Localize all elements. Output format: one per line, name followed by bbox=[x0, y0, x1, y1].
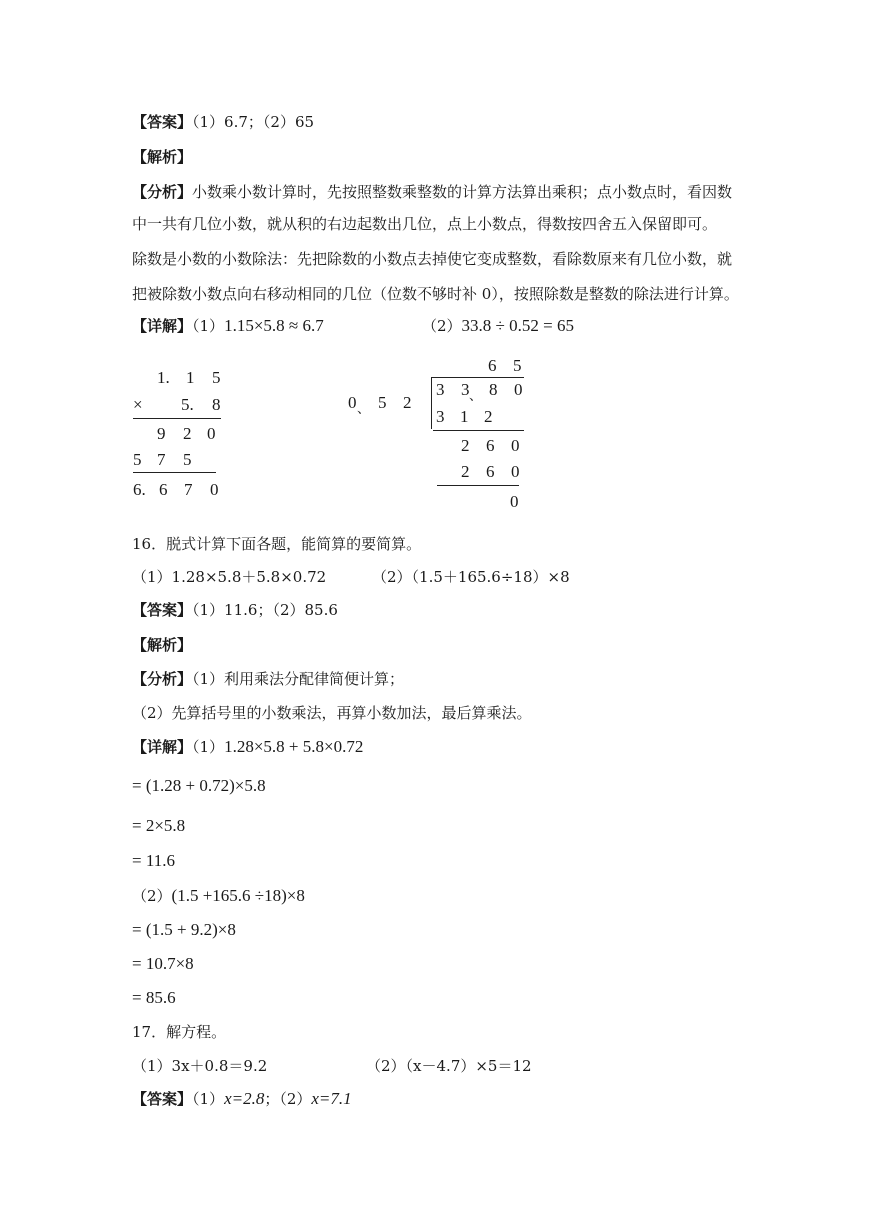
division-rule bbox=[437, 485, 519, 486]
q16-d2-line bbox=[132, 886, 305, 906]
q16-fenxi-line1 bbox=[132, 669, 404, 689]
q15-answer-line bbox=[132, 112, 314, 132]
q17-answer-line bbox=[132, 1089, 352, 1109]
mult-digit: 5 bbox=[212, 368, 221, 387]
q15-detail-2 bbox=[422, 316, 574, 336]
q16-part1: （1）1.28×5.8＋5.8×0.72 bbox=[132, 568, 327, 586]
mult-digit: 7 bbox=[157, 450, 166, 469]
mult-digit: 6 bbox=[159, 480, 168, 499]
step-digit: 6 bbox=[486, 436, 495, 455]
q16-analysis-label: 【解析】 bbox=[132, 636, 193, 654]
step-digit: 0 bbox=[511, 462, 520, 481]
q15-fenxi-line4: 把被除数小数点向右移动相同的几位（位数不够时补 0），按照除数是整数的除法进行计算。 bbox=[132, 285, 739, 303]
step-digit: 1 bbox=[460, 407, 469, 426]
q17-part2: （2）（x－4.7）×5＝12 bbox=[366, 1057, 532, 1075]
detail-2-prefix: （2） bbox=[422, 317, 462, 335]
q15-fenxi-line3: 除数是小数的小数除法：先把除数的小数点去掉使它变成整数，看除数原来有几位小数，就 bbox=[132, 250, 733, 268]
mult-rule bbox=[133, 472, 216, 473]
q17-title: 17．解方程。 bbox=[132, 1023, 227, 1041]
detail-2-expr: 33.8 ÷ 0.52 = 65 bbox=[461, 316, 574, 335]
remainder-digit: 0 bbox=[510, 492, 519, 511]
quotient-digit: 5 bbox=[513, 356, 522, 375]
q15-analysis-label: 【解析】 bbox=[132, 148, 193, 166]
mult-digit: 5. bbox=[181, 395, 194, 414]
q16-step: = 10.7×8 bbox=[132, 954, 194, 973]
divisor-digit: 5 bbox=[378, 393, 387, 412]
q16-step: = 11.6 bbox=[132, 851, 175, 870]
detail-1-expr: 1.15×5.8 ≈ 6.7 bbox=[224, 316, 324, 335]
detail-1-prefix: （1） bbox=[192, 317, 225, 335]
mult-digit: 1 bbox=[186, 368, 195, 387]
detail-label: 【详解】 bbox=[132, 317, 193, 335]
fenxi-text: 小数乘小数计算时，先按照整数乘整数的计算方法算出乘积；点小数点时，看因数 bbox=[192, 183, 733, 201]
step-digit: 3 bbox=[436, 407, 445, 426]
answer-label: 【答案】 bbox=[132, 113, 193, 131]
q15-detail-line bbox=[132, 316, 324, 336]
division-bar bbox=[431, 377, 524, 378]
dividend-digit: 3 bbox=[436, 380, 445, 399]
q16-step: = (1.5 + 9.2)×8 bbox=[132, 920, 236, 939]
dividend-point: 、 bbox=[469, 388, 483, 403]
step-digit: 2 bbox=[461, 436, 470, 455]
quotient-digit: 6 bbox=[488, 356, 497, 375]
times-sign: × bbox=[133, 395, 143, 414]
q16-part2: （2）（1.5＋165.6÷18）×8 bbox=[372, 568, 570, 586]
mult-digit: 6. bbox=[133, 480, 146, 499]
divisor-digit: 0 bbox=[348, 393, 357, 412]
answer-sep: ；（2） bbox=[264, 1090, 312, 1108]
mult-digit: 2 bbox=[183, 424, 192, 443]
dividend-digit: 3 bbox=[461, 380, 470, 399]
mult-digit: 0 bbox=[210, 480, 219, 499]
q17-part1: （1）3x＋0.8＝9.2 bbox=[132, 1057, 268, 1075]
answer-label: 【答案】 bbox=[132, 601, 193, 619]
answer-label: 【答案】 bbox=[132, 1090, 193, 1108]
q16-fenxi-line2: （2）先算括号里的小数乘法，再算小数加法，最后算乘法。 bbox=[132, 704, 532, 722]
dividend-digit: 8 bbox=[489, 380, 498, 399]
mult-digit: 8 bbox=[212, 395, 221, 414]
answer-prefix: （1） bbox=[192, 1090, 225, 1108]
q15-fenxi-line1 bbox=[132, 182, 732, 202]
q16-title: 16．脱式计算下面各题，能简算的要简算。 bbox=[132, 535, 422, 553]
q16-answer-line bbox=[132, 600, 338, 620]
answer-2: x=7.1 bbox=[311, 1089, 352, 1108]
answer-text: （1）11.6；（2）85.6 bbox=[192, 601, 338, 619]
mult-digit: 1. bbox=[157, 368, 170, 387]
q16-step: = (1.28 + 0.72)×5.8 bbox=[132, 776, 266, 795]
mult-digit: 9 bbox=[157, 424, 166, 443]
q16-step: = 2×5.8 bbox=[132, 816, 186, 835]
mult-rule bbox=[133, 418, 221, 419]
math-step: 1.28×5.8 + 5.8×0.72 bbox=[224, 737, 364, 756]
division-bracket bbox=[431, 377, 432, 429]
step-digit: 0 bbox=[511, 436, 520, 455]
q16-step: = 85.6 bbox=[132, 988, 176, 1007]
divisor-point: 、 bbox=[357, 401, 371, 416]
fenxi-label: 【分析】 bbox=[132, 183, 193, 201]
detail-label: 【详解】 bbox=[132, 738, 193, 756]
detail-prefix: （1） bbox=[192, 738, 225, 756]
mult-digit: 0 bbox=[207, 424, 216, 443]
step-digit: 6 bbox=[486, 462, 495, 481]
mult-digit: 5 bbox=[183, 450, 192, 469]
answer-text: （1）6.7；（2）65 bbox=[192, 113, 315, 131]
step-digit: 2 bbox=[484, 407, 493, 426]
fenxi-label: 【分析】 bbox=[132, 670, 193, 688]
mult-digit: 5 bbox=[133, 450, 142, 469]
math-step: (1.5 +165.6 ÷18)×8 bbox=[171, 886, 305, 905]
fenxi-text: （1）利用乘法分配律简便计算； bbox=[192, 670, 405, 688]
division-rule bbox=[433, 430, 524, 431]
answer-1: x=2.8 bbox=[224, 1089, 265, 1108]
divisor-digit: 2 bbox=[403, 393, 412, 412]
mult-digit: 7 bbox=[184, 480, 193, 499]
q16-detail-line bbox=[132, 737, 363, 757]
q15-fenxi-line2: 中一共有几位小数，就从积的右边起数出几位，点上小数点，得数按四舍五入保留即可。 bbox=[132, 215, 718, 233]
dividend-digit: 0 bbox=[514, 380, 523, 399]
detail-prefix: （2） bbox=[132, 887, 172, 905]
step-digit: 2 bbox=[461, 462, 470, 481]
